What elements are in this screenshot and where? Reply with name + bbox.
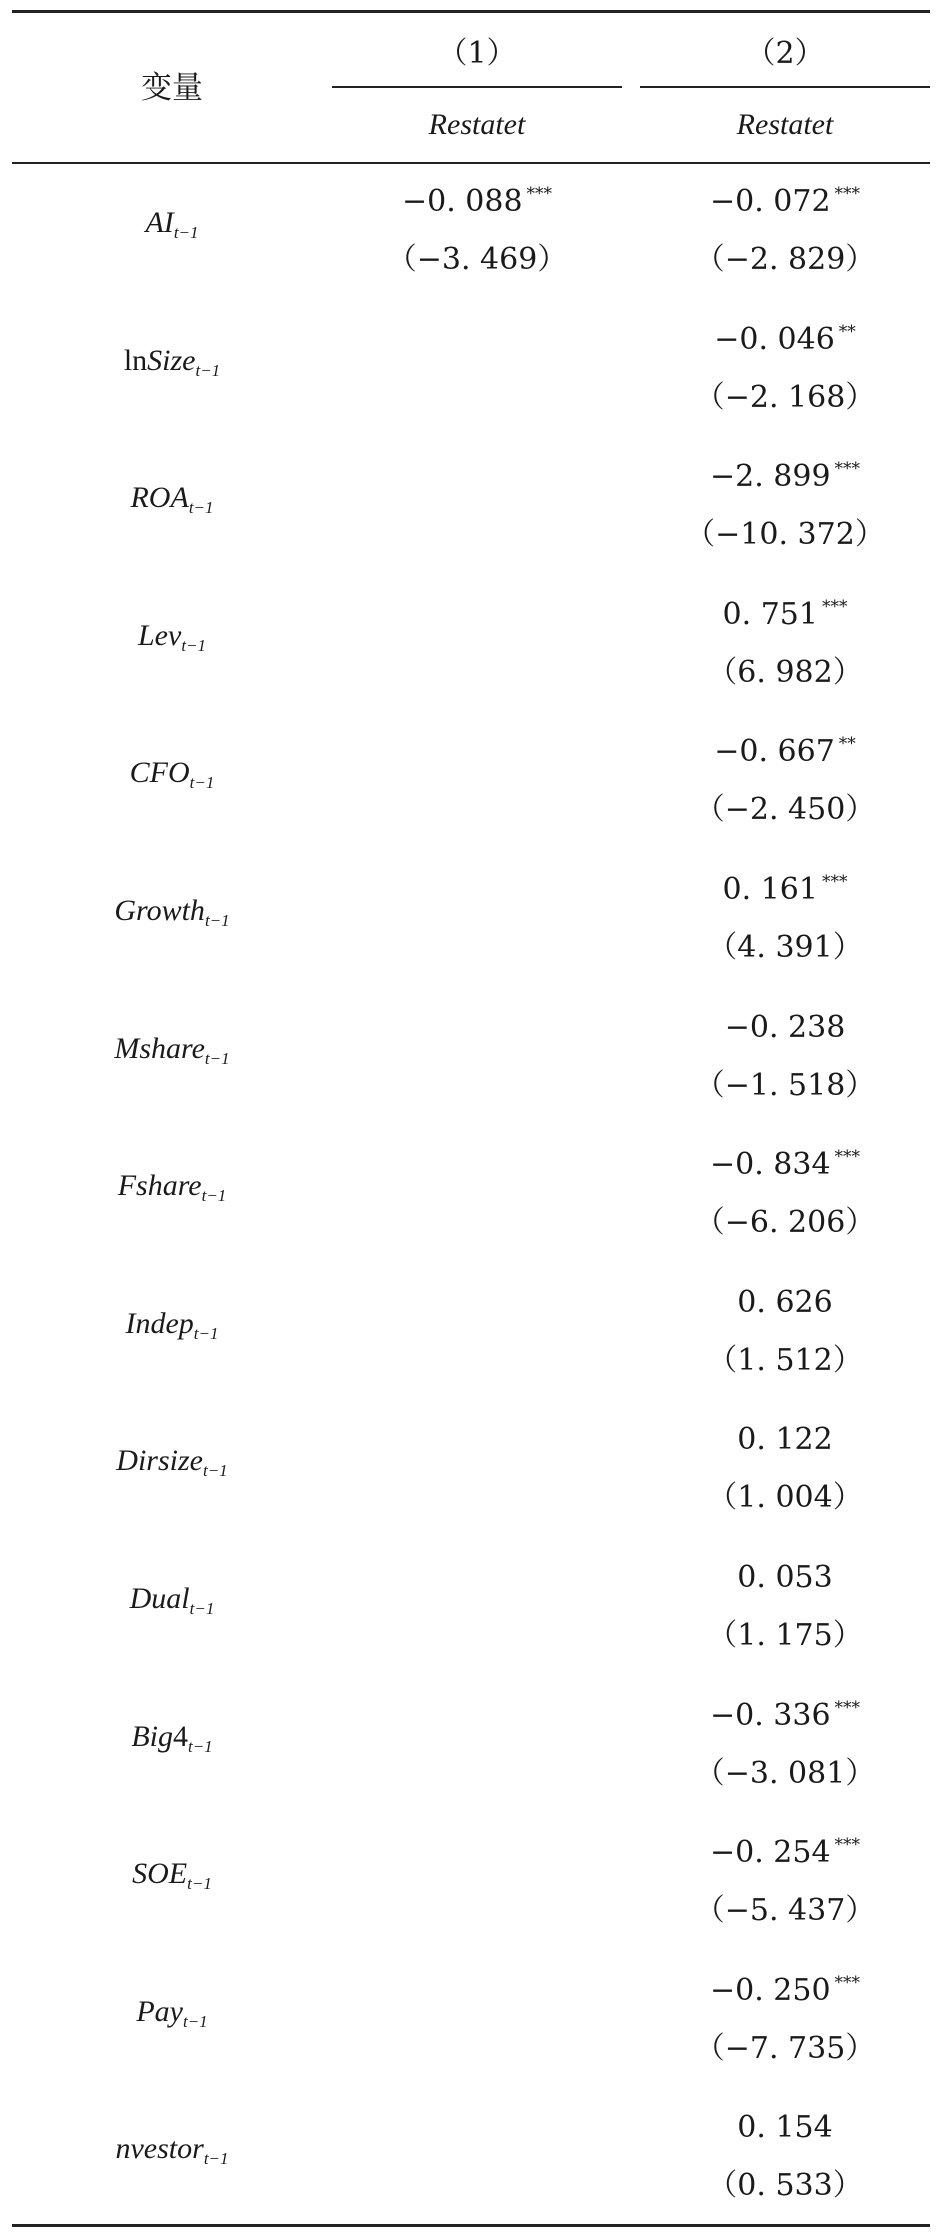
coefficient-value: −0. 336 [709, 1697, 831, 1733]
lag-subscript: t−1 [173, 223, 199, 242]
significance-stars: *** [834, 1697, 861, 1718]
variable-name [12, 1857, 332, 1894]
lag-subscript: t−1 [195, 360, 221, 380]
significance-stars: *** [526, 184, 553, 204]
variable-symbol: ROA [130, 481, 189, 515]
variable-symbol: Dirsize [116, 1444, 203, 1478]
significance-stars: *** [834, 1835, 861, 1856]
t-statistic: （−1. 518） [694, 1067, 876, 1103]
coefficient [640, 872, 930, 907]
significance-stars: *** [834, 184, 861, 204]
t-statistic: （1. 512） [707, 1342, 863, 1378]
t-statistic: （−10. 372） [685, 517, 885, 553]
coefficient-value: −0. 072 [709, 184, 831, 219]
variable-symbol: Mshare [114, 1031, 205, 1065]
coefficient [640, 184, 930, 219]
coefficient-value: −0. 238 [724, 1009, 846, 1045]
table-row [0, 722, 938, 860]
t-statistic: （−6. 206） [694, 1205, 876, 1241]
coefficient-value: −2. 899 [709, 459, 831, 495]
table-row [0, 1686, 938, 1824]
coefficient [640, 1698, 930, 1733]
coefficient [332, 184, 622, 219]
variable-symbol: nvestor [115, 2132, 204, 2166]
variable-symbol: Fshare [117, 1169, 202, 1203]
coefficient [640, 734, 930, 769]
variable-prefix: ln [123, 343, 148, 377]
table-row [0, 1410, 938, 1548]
variable-name [12, 2132, 332, 2169]
significance-stars: *** [834, 459, 861, 480]
t-statistic: （−5. 437） [694, 1893, 876, 1929]
t-statistic: （1. 004） [707, 1480, 863, 1516]
variable-suffix: 4 [172, 1719, 188, 1753]
table-row [0, 447, 938, 585]
coefficient [640, 1010, 930, 1045]
coefficient [640, 2110, 930, 2145]
variable-name [12, 1582, 332, 1619]
lag-subscript: t−1 [181, 635, 207, 655]
lag-subscript: t−1 [201, 1186, 227, 1206]
significance-stars: *** [834, 1147, 861, 1168]
column-1-dependent-label: Restatet [428, 108, 526, 141]
variable-symbol: Pay [136, 1994, 183, 2028]
variable-name [12, 1444, 332, 1481]
variable-symbol: Size [147, 343, 196, 377]
coefficient [640, 1147, 930, 1182]
variable-symbol: SOE [132, 1857, 188, 1891]
coefficient-value: 0. 122 [737, 1422, 833, 1458]
variable-symbol: Big [131, 1719, 173, 1753]
column-2-underline [640, 86, 930, 88]
lag-subscript: t−1 [187, 1874, 212, 1894]
variable-name [12, 1995, 332, 2032]
variable-name [12, 1169, 332, 1206]
variable-name [12, 1032, 332, 1069]
lag-subscript: t−1 [203, 2149, 229, 2169]
table-row [0, 585, 938, 723]
variable-symbol: Growth [114, 894, 205, 927]
variable-name [12, 481, 332, 518]
coefficient-value: 0. 751 [722, 596, 818, 632]
coefficient [640, 322, 930, 357]
variable-symbol: AI [145, 206, 174, 239]
lag-subscript: t−1 [189, 773, 215, 793]
variable-name [12, 344, 332, 381]
table-row [0, 1273, 938, 1411]
t-statistic: （6. 982） [707, 654, 863, 690]
lag-subscript: t−1 [187, 1736, 213, 1756]
lag-subscript: t−1 [193, 1323, 219, 1343]
variable-name [12, 1307, 332, 1344]
coefficient-value: −0. 834 [709, 1147, 831, 1183]
table-row [0, 998, 938, 1136]
lag-subscript: t−1 [202, 1461, 228, 1481]
t-statistic: （1. 175） [707, 1618, 863, 1653]
lag-subscript: t−1 [204, 1048, 230, 1068]
coefficient-value: 0. 161 [722, 872, 818, 907]
lag-subscript: t−1 [189, 1599, 215, 1618]
significance-stars: *** [821, 872, 848, 892]
coefficient [640, 1422, 930, 1457]
coefficient-value: 0. 053 [737, 1560, 833, 1595]
t-statistic: （−2. 450） [694, 792, 876, 828]
significance-stars: ** [838, 734, 856, 755]
t-statistic: （−3. 081） [694, 1755, 876, 1791]
lag-subscript: t−1 [204, 911, 230, 930]
coefficient-value: 0. 154 [737, 2110, 833, 2146]
variable-header: 变量 [141, 70, 203, 106]
variable-name [12, 1720, 332, 1757]
coefficient [640, 459, 930, 494]
coefficient-value: −0. 088 [401, 184, 523, 219]
coefficient [640, 1285, 930, 1320]
variable-symbol: Indep [125, 1306, 194, 1340]
table-header-rule [12, 162, 930, 164]
table-row [0, 860, 938, 998]
variable-symbol: Dual [129, 1582, 190, 1615]
t-statistic: （−2. 829） [694, 242, 876, 277]
lag-subscript: t−1 [182, 2011, 208, 2031]
coefficient-value: −0. 667 [714, 734, 835, 770]
coefficient-value: −0. 254 [709, 1835, 831, 1871]
t-statistic: （−2. 168） [694, 379, 876, 415]
t-statistic: （4. 391） [707, 930, 863, 965]
table-row [0, 1548, 938, 1686]
variable-symbol: CFO [129, 756, 190, 790]
variable-name [12, 894, 332, 931]
column-1-header: （1） [437, 36, 517, 71]
variable-symbol: Lev [137, 618, 182, 652]
table-top-rule [12, 10, 930, 13]
coefficient-value: −0. 046 [714, 321, 835, 357]
table-row [0, 310, 938, 448]
table-bottom-rule [12, 2224, 930, 2227]
t-statistic: （−7. 735） [694, 2030, 876, 2066]
coefficient [640, 1560, 930, 1595]
significance-stars: *** [821, 596, 848, 617]
variable-name [12, 206, 332, 243]
table-row [0, 1823, 938, 1961]
coefficient-value: 0. 626 [737, 1284, 833, 1320]
column-2-header: （2） [745, 36, 825, 71]
coefficient [640, 1835, 930, 1870]
lag-subscript: t−1 [188, 498, 214, 518]
significance-stars: ** [838, 321, 856, 342]
table-row [0, 1135, 938, 1273]
coefficient [640, 1973, 930, 2008]
t-statistic: （0. 533） [707, 2168, 863, 2204]
table-row [0, 2098, 938, 2236]
significance-stars: *** [834, 1972, 861, 1993]
column-1-underline [332, 86, 622, 88]
t-statistic: （−3. 469） [386, 242, 568, 277]
coefficient-value: −0. 250 [709, 1972, 831, 2008]
table-row [0, 1961, 938, 2099]
table-row [0, 172, 938, 310]
variable-name [12, 619, 332, 656]
variable-name [12, 756, 332, 793]
coefficient [640, 597, 930, 632]
column-2-dependent-label: Restatet [736, 108, 834, 141]
